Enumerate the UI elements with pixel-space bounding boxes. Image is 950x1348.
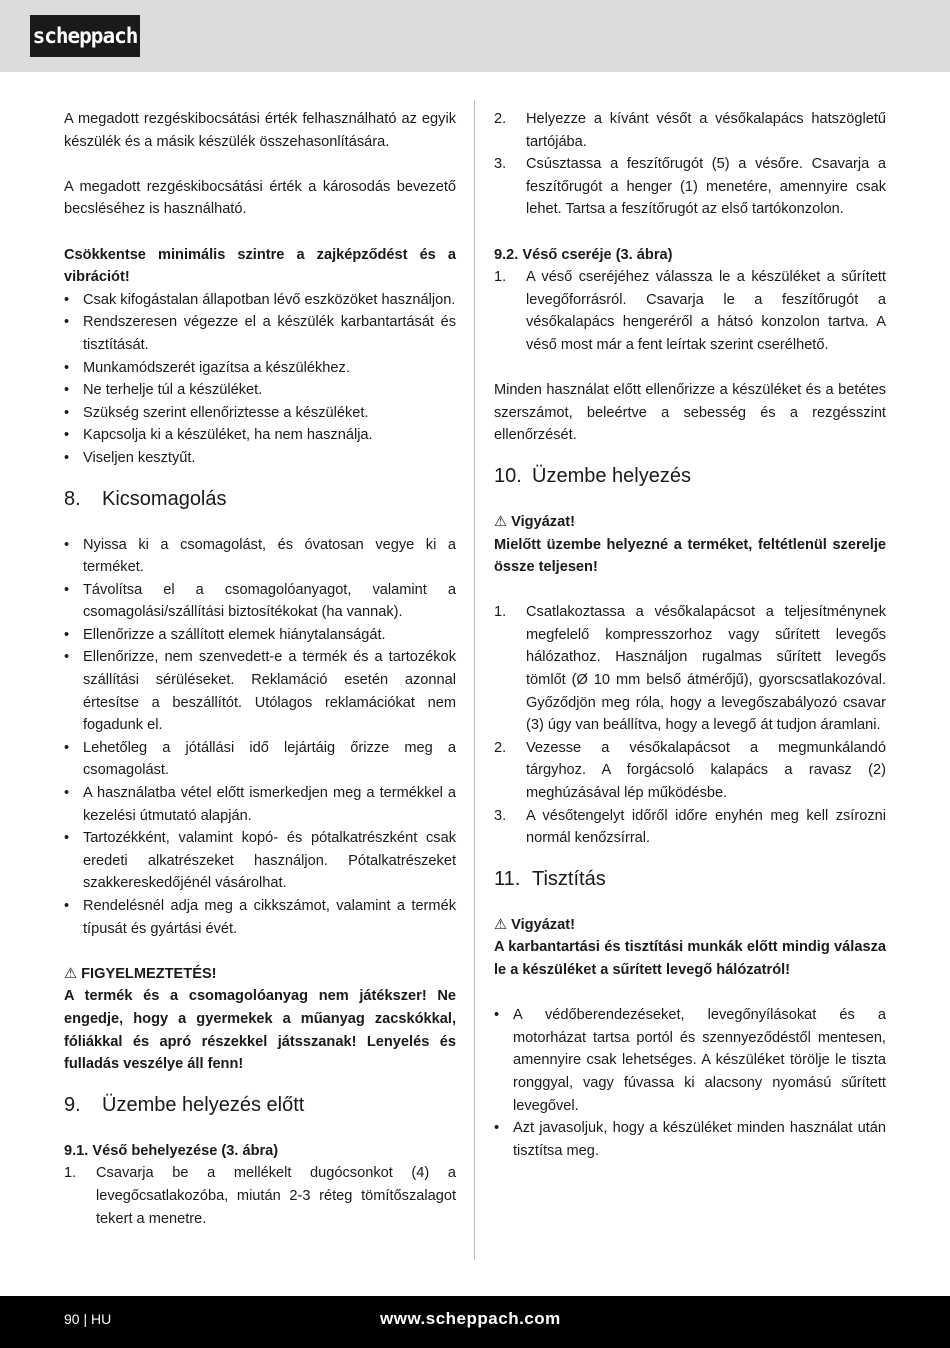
right-column (494, 108, 886, 1162)
list-item: • Szükség szerint ellenőriztesse a készüléket. (64, 402, 456, 425)
section-11-heading (494, 866, 886, 892)
page-footer (0, 1296, 950, 1348)
step-number: 1. (494, 604, 507, 621)
step-text: Csatlakoztassa a vésőkalapácsot a teljesítménynek megfelelő kompresszorhoz vagy sűrített levegős hálózathoz. Használjon rugalmas sűrített levegős tömlőt (Ø 10 mm belső átmérőjű), gyorscsatlakozóval. Győződjön meg róla, hogy a levegőszabályozó csavar (3) úgy van beállítva, hogy a levegő át tudjon áramlani. (526, 604, 886, 734)
list-item: • Lehetőleg a jótállási idő lejártáig őrizze meg a csomagolást. (64, 737, 456, 782)
step-text: Vezesse a vésőkalapácsot a megmunkálandó tárgyhoz. A forgácsoló kalapács a ravasz (2) meghúzásával lép működésbe. (526, 739, 886, 802)
section-9-title: Üzembe helyezés előtt (102, 1093, 305, 1116)
list-item: • Rendszeresen végezze el a készülék karbantartását és tisztítását. (64, 311, 456, 356)
list-item: • Ellenőrizze a szállított elemek hiánytalanságát. (64, 624, 456, 647)
unpacking-list (64, 534, 456, 941)
website-url: www.scheppach.com (380, 1309, 561, 1328)
page-header (0, 0, 950, 72)
cleaning-list (494, 1004, 886, 1162)
section-8-number: 8. (64, 487, 81, 510)
list-item (494, 737, 886, 805)
section-10-heading (494, 463, 886, 489)
caution-title: ⚠ Vigyázat! (494, 916, 575, 933)
section-8-heading (64, 486, 456, 512)
list-item: • Csak kifogástalan állapotban lévő eszközöket használjon. (64, 289, 456, 312)
list-item: • Rendelésnél adja meg a cikkszámot, valamint a termék típusát és gyártási évét. (64, 895, 456, 940)
list-item: • Nyissa ki a csomagolást, és óvatosan vegye ki a terméket. (64, 534, 456, 579)
section-11-title: Tisztítás (532, 867, 606, 890)
reduce-noise-title: Csökkentse minimális szintre a zajképződést és a vibrációt! (64, 246, 456, 286)
list-item (494, 153, 886, 221)
section-9-number: 9. (64, 1093, 81, 1116)
page-number: 90 | HU (64, 1311, 112, 1327)
caution-title: ⚠ Vigyázat! (494, 513, 575, 530)
section-9-2-title: 9.2. Véső cseréje (3. ábra) (494, 246, 673, 263)
step-text: Csúsztassa a feszítőrugót (5) a vésőre. Csavarja a feszítőrugót a henger (1) menetére, amennyire csak lehet. Tartsa a feszítőrugót az első tartókonzolon. (526, 156, 886, 218)
list-item (64, 1162, 456, 1230)
caution-text: Mielőtt üzembe helyezné a terméket, feltétlenül szerelje össze teljesen! (494, 536, 886, 576)
step-number: 1. (64, 1165, 77, 1182)
list-item: • Ne terhelje túl a készüléket. (64, 379, 456, 402)
section-8-title: Kicsomagolás (102, 487, 227, 510)
step-text: Helyezze a kívánt vésőt a vésőkalapács hatszögletű tartójába. (526, 111, 886, 150)
section-10-number: 10. (494, 464, 522, 487)
step-text: A vésőtengelyt időről időre enyhén meg kell zsírozni normál kenőzsírral. (526, 807, 886, 847)
reduce-noise-list (64, 289, 456, 470)
caution-text: A karbantartási és tisztítási munkák előtt mindig válasza le a készüléket a sűrített levegő hálózatról! (494, 939, 886, 978)
step-text: Csavarja be a mellékelt dugócsonkot (4) a levegőcsatlakozóba, miután 2-3 réteg tömítőszalagot tekert a menetre. (96, 1165, 456, 1227)
scheppach-logo: scheppach (30, 15, 140, 57)
list-item: • Távolítsa el a csomagolóanyagot, valamint a csomagolási/szállítási biztosítékokat (ha vannak). (64, 579, 456, 624)
step-number: 1. (494, 269, 507, 286)
column-divider (474, 100, 475, 1260)
left-column (64, 108, 456, 1230)
list-item (494, 805, 886, 850)
list-item: • Ellenőrizze, nem szenvedett-e a termék és a tartozékok szállítási sérüléseket. Reklamáció esetén azonnal értesítse a beszállítót. Utólagos reklamációkat nem fogadunk el. (64, 646, 456, 736)
list-item: • A védőberendezéseket, levegőnyílásokat és a motorházat tartsa portól és szennyeződéstől mentesen, amennyire csak lehetséges. A készüléket törölje le tiszta ronggyal, vagy fúvassa ki alacsony nyomású sűrített levegővel. (494, 1004, 886, 1117)
check-text: Minden használat előtt ellenőrizze a készüléket és a betétes szerszámot, beleértve a sebesség és a rezgésszint ellenőrzését. (494, 382, 886, 444)
warning-text: A termék és a csomagolóanyag nem játékszer! Ne engedje, hogy a gyermekek a műanyag zacskókkal, fóliákkal és apró részekkel játsszanak! Lenyelés és fulladás veszélye áll fenn! (64, 988, 456, 1073)
vibration-intro-1: A megadott rezgéskibocsátási érték felhasználható az egyik készülék és a másik készülék összehasonlítására. (64, 111, 456, 150)
step-text: A véső cseréjéhez válassza le a készüléket a sűrített levegőforrásról. Csavarja le a feszítőrugót a vésőkalapács hengeréről a hátsó konzolon tartva. A véső most már a fent leírtak szerint cserélhető. (526, 269, 886, 353)
section-10-title: Üzembe helyezés (532, 464, 691, 487)
list-item: • A használatba vétel előtt ismerkedjen meg a termékkel a kezelési útmutató alapján. (64, 782, 456, 827)
list-item (494, 601, 886, 737)
chisel-insert-steps-continued (494, 108, 886, 221)
chisel-change-steps (494, 266, 886, 356)
list-item: • Azt javasoljuk, hogy a készüléket minden használat után tisztítsa meg. (494, 1117, 886, 1162)
vibration-intro-2: A megadott rezgéskibocsátási érték a károsodás bevezető becsléséhez is használható. (64, 178, 456, 218)
list-item: • Kapcsolja ki a készüléket, ha nem használja. (64, 424, 456, 447)
step-number: 3. (494, 156, 507, 173)
chisel-insert-steps (64, 1162, 456, 1230)
step-number: 2. (494, 739, 507, 756)
list-item (494, 266, 886, 356)
step-number: 2. (494, 111, 507, 127)
commissioning-steps (494, 601, 886, 850)
warning-title: ⚠ FIGYELMEZTETÉS! (64, 965, 217, 982)
step-number: 3. (494, 807, 507, 824)
list-item: • Munkamódszerét igazítsa a készülékhez. (64, 357, 456, 380)
section-9-heading (64, 1092, 456, 1118)
list-item (494, 108, 886, 153)
section-9-1-title: 9.1. Véső behelyezése (3. ábra) (64, 1142, 279, 1159)
list-item: • Viseljen kesztyűt. (64, 447, 456, 470)
section-11-number: 11. (494, 867, 521, 890)
list-item: • Tartozékként, valamint kopó- és pótalkatrészként csak eredeti alkatrészeket használjon. Pótalkatrészeket szakkereskedőjénél vásárolhat. (64, 827, 456, 895)
